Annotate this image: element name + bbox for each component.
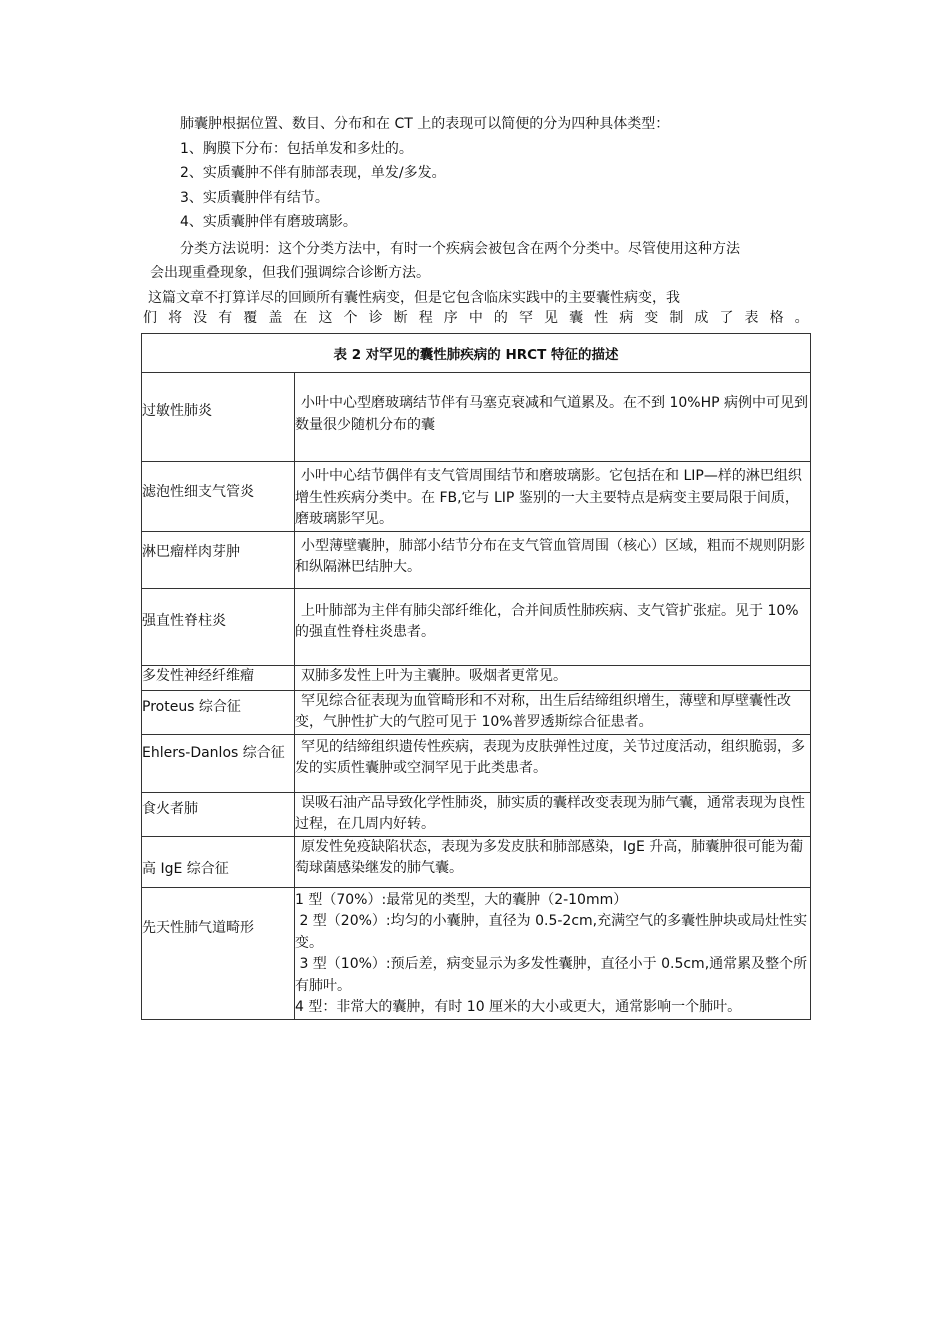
cyst-disease-table	[141, 333, 811, 1020]
hrct-description-cell	[295, 531, 811, 588]
disease-name-cell: 食火者肺	[142, 792, 295, 836]
type-item-1: 1、胸膜下分布：包括单发和多灶的。	[180, 140, 413, 157]
description-text: 小叶中心结节偶伴有支气管周围结节和磨玻璃影。它包括在和 LIP—样的淋巴组织增生性疾病分类中。在 FB,它与 LIP 鉴别的一大主要特点是病变主要局限于间质，磨玻璃影罕见。	[295, 468, 802, 527]
scope-line2-char: 的	[493, 310, 508, 326]
description-text: 1 型（70%）:最常见的类型，大的囊肿（2-10mm）	[295, 891, 628, 908]
hrct-description-cell	[295, 373, 811, 462]
method-note-line1: 分类方法说明：这个分类方法中，有时一个疾病会被包含在两个分类中。尽管使用这种方法	[180, 240, 740, 257]
description-text: 罕见综合征表现为血管畸形和不对称，出生后结缔组织增生，薄壁和厚壁囊性改变，气肿性扩大的气腔可见于 10%普罗透斯综合征患者。	[295, 692, 791, 730]
scope-line2-char: 中	[468, 310, 483, 326]
table-row	[142, 836, 811, 887]
scope-line2-char: 这	[318, 310, 333, 326]
description-text: 双肺多发性上叶为主囊肿。吸烟者更常见。	[301, 667, 567, 684]
disease-name-cell: Ehlers-Danlos 综合征	[142, 734, 295, 792]
scope-line2-char: 变	[644, 310, 659, 326]
scope-line2-char: 病	[619, 310, 634, 326]
table-row	[142, 690, 811, 734]
table-caption: 表 2 对罕见的囊性肺疾病的 HRCT 特征的描述	[142, 334, 811, 373]
scope-line2-char: 成	[694, 310, 709, 326]
scope-line2-char: 覆	[243, 310, 258, 326]
scope-line2-char: 诊	[368, 310, 383, 326]
disease-name-cell: Proteus 综合征	[142, 690, 295, 734]
scope-line2-char: 们	[143, 310, 157, 326]
disease-name-cell: 高 IgE 综合征	[142, 836, 295, 887]
intro-paragraph: 肺囊肿根据位置、数目、分布和在 CT 上的表现可以简便的分为四种具体类型：	[180, 116, 670, 132]
scope-line2-char: 见	[544, 310, 558, 326]
scope-line2-char: 表	[744, 310, 759, 326]
disease-name-cell: 滤泡性细支气管炎	[142, 462, 295, 532]
table-row	[142, 462, 811, 532]
scope-line2-char: 断	[393, 310, 408, 326]
hrct-description-cell	[295, 836, 811, 887]
scope-line2-char: 将	[168, 310, 183, 326]
description-text: 原发性免疫缺陷状态，表现为多发皮肤和肺部感染，IgE 升高，肺囊肿很可能为葡萄球菌感染继发的肺气囊。	[295, 838, 804, 876]
type-item-3: 3、实质囊肿伴有结节。	[180, 189, 329, 206]
table-row	[142, 588, 811, 665]
table-row	[142, 734, 811, 792]
scope-line2-char: 在	[293, 310, 308, 326]
description-text: 4 型：非常大的囊肿，有时 10 厘米的大小或更大，通常影响一个肺叶。	[295, 999, 742, 1015]
scope-line2-char: 程	[418, 310, 433, 326]
scope-line2-char: 制	[669, 310, 684, 326]
hrct-description-cell	[295, 734, 811, 792]
disease-name-cell: 淋巴瘤样肉芽肿	[142, 531, 295, 588]
scope-line2-char: 盖	[268, 310, 283, 326]
disease-name-cell: 多发性神经纤维瘤	[142, 665, 295, 690]
scope-line2-char: 罕	[518, 310, 533, 326]
hrct-description-cell	[295, 887, 811, 1019]
scope-line2-char: 性	[594, 310, 609, 326]
hrct-description-cell	[295, 792, 811, 836]
description-text: 上叶肺部为主伴有肺尖部纤维化，合并间质性肺疾病、支气管扩张症。见于 10%的强直性脊柱炎患者。	[295, 602, 799, 640]
disease-name-cell: 先天性肺气道畸形	[142, 887, 295, 1019]
description-text: 小叶中心型磨玻璃结节伴有马塞克衰减和气道累及。在不到 10%HP 病例中可见到数量很少随机分布的囊	[295, 395, 808, 433]
scope-line1: 这篇文章不打算详尽的回顾所有囊性病变，但是它包含临床实践中的主要囊性病变，我	[148, 289, 680, 306]
scope-line2	[140, 310, 809, 326]
type-item-2: 2、实质囊肿不伴有肺部表现，单发/多发。	[180, 165, 446, 181]
description-text: 2 型（20%）:均匀的小囊肿，直径为 0.5-2cm,充满空气的多囊性肿块或局灶性实变。	[295, 913, 808, 951]
hrct-description-cell	[295, 665, 811, 690]
method-note-line2: 会出现重叠现象，但我们强调综合诊断方法。	[150, 265, 430, 281]
scope-line2-char: 序	[443, 310, 458, 326]
table-row	[142, 373, 811, 462]
hrct-description-cell	[295, 690, 811, 734]
table-row	[142, 792, 811, 836]
scope-line2-char: 。	[794, 310, 809, 326]
description-text: 误吸石油产品导致化学性肺炎，肺实质的囊样改变表现为肺气囊，通常表现为良性过程，在几周内好转。	[295, 794, 805, 832]
table-row	[142, 531, 811, 588]
scope-line2-char: 没	[193, 310, 208, 326]
description-text: 3 型（10%）:预后差，病变显示为多发性囊肿，直径小于 0.5cm,通常累及整个所有肺叶。	[295, 956, 808, 994]
description-text: 小型薄壁囊肿，肺部小结节分布在支气管血管周围（核心）区域，粗而不规则阴影和纵隔淋巴结肿大。	[295, 537, 805, 575]
scope-line2-char: 囊	[569, 310, 584, 326]
hrct-description-cell	[295, 462, 811, 532]
scope-line2-char: 有	[218, 310, 233, 326]
hrct-description-cell	[295, 588, 811, 665]
description-text: 罕见的结缔组织遗传性疾病，表现为皮肤弹性过度，关节过度活动，组织脆弱，多发的实质性囊肿或空洞罕见于此类患者。	[295, 738, 805, 776]
table-row	[142, 887, 811, 1019]
scope-line2-char: 了	[719, 310, 734, 326]
scope-line2-char: 格	[769, 310, 784, 326]
disease-name-cell: 过敏性肺炎	[142, 373, 295, 462]
table-row	[142, 665, 811, 690]
scope-line2-char: 个	[343, 310, 358, 326]
intro-section	[140, 112, 820, 326]
type-item-4: 4、实质囊肿伴有磨玻璃影。	[180, 214, 357, 230]
disease-name-cell: 强直性脊柱炎	[142, 588, 295, 665]
